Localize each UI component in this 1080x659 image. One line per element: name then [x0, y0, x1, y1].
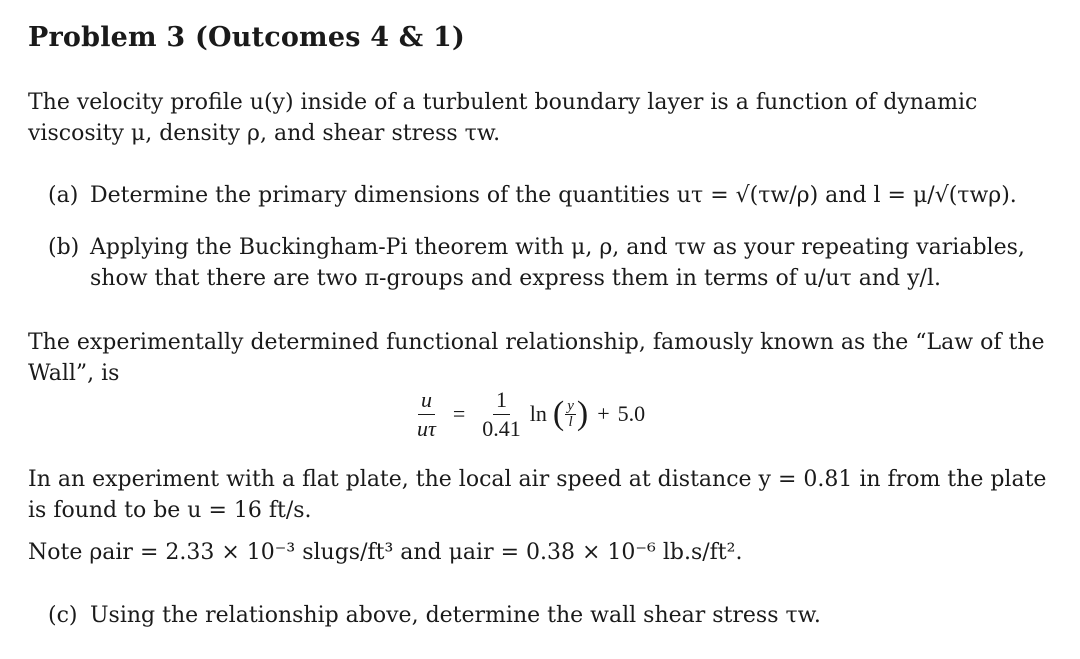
- intro-paragraph: [28, 87, 1038, 149]
- plus-sign: +: [597, 401, 610, 426]
- ln-operator: ln: [529, 401, 547, 426]
- lhs-fraction: [414, 388, 439, 441]
- law-line-2: Wall”, is: [28, 361, 120, 386]
- part-a: [48, 180, 1038, 211]
- part-b-line-1: Applying the Buckingham-Pi theorem with μ, ρ, and τw as your repeating variables,: [90, 235, 1025, 260]
- experiment-line-2: is found to be u = 16 ft/s.: [28, 498, 312, 523]
- coefficient-denominator: 0.41: [482, 415, 521, 441]
- note-paragraph: [28, 537, 1038, 568]
- part-c: [48, 600, 1038, 631]
- part-c-label: (c): [48, 603, 78, 628]
- problem-title: Problem 3 (Outcomes 4 & 1): [28, 22, 465, 53]
- ln-argument-denominator: l: [568, 413, 573, 430]
- part-b-line-2: show that there are two π-groups and express them in terms of u/uτ and y/l.: [90, 266, 941, 291]
- part-c-text: Using the relationship above, determine the wall shear stress τw.: [90, 603, 821, 628]
- part-b-label: (b): [48, 235, 80, 260]
- experiment-line-1: In an experiment with a flat plate, the local air speed at distance y = 0.81 in from the plate: [28, 467, 1047, 492]
- law-line-1: The experimentally determined functional relationship, famously known as the “Law of the: [28, 330, 1045, 355]
- note-line: Note ρair = 2.33 × 10⁻³ slugs/ft³ and μair = 0.38 × 10⁻⁶ lb.s/ft².: [28, 540, 743, 565]
- right-paren: ): [576, 395, 589, 432]
- equals-sign: =: [452, 401, 466, 426]
- equation-constant: 5.0: [617, 401, 646, 426]
- ln-argument-numerator: y: [567, 397, 574, 414]
- left-paren: (: [552, 395, 565, 432]
- intro-line-2: viscosity μ, density ρ, and shear stress τw.: [28, 121, 501, 146]
- part-a-text: Determine the primary dimensions of the quantities uτ = √(τw/ρ) and l = μ/√(τwρ).: [90, 183, 1017, 208]
- coefficient-numerator: 1: [493, 388, 510, 415]
- intro-line-1: The velocity profile u(y) inside of a turbulent boundary layer is a function of dynamic: [28, 90, 978, 115]
- experiment-paragraph: [28, 464, 1047, 526]
- part-a-label: (a): [48, 183, 79, 208]
- part-b: [48, 232, 1038, 294]
- law-paragraph: [28, 327, 1045, 389]
- ln-argument: [565, 399, 576, 430]
- coefficient-fraction: [479, 388, 524, 441]
- law-of-the-wall-equation: [408, 383, 645, 445]
- lhs-numerator: u: [418, 388, 435, 415]
- lhs-denominator: uτ: [417, 415, 436, 441]
